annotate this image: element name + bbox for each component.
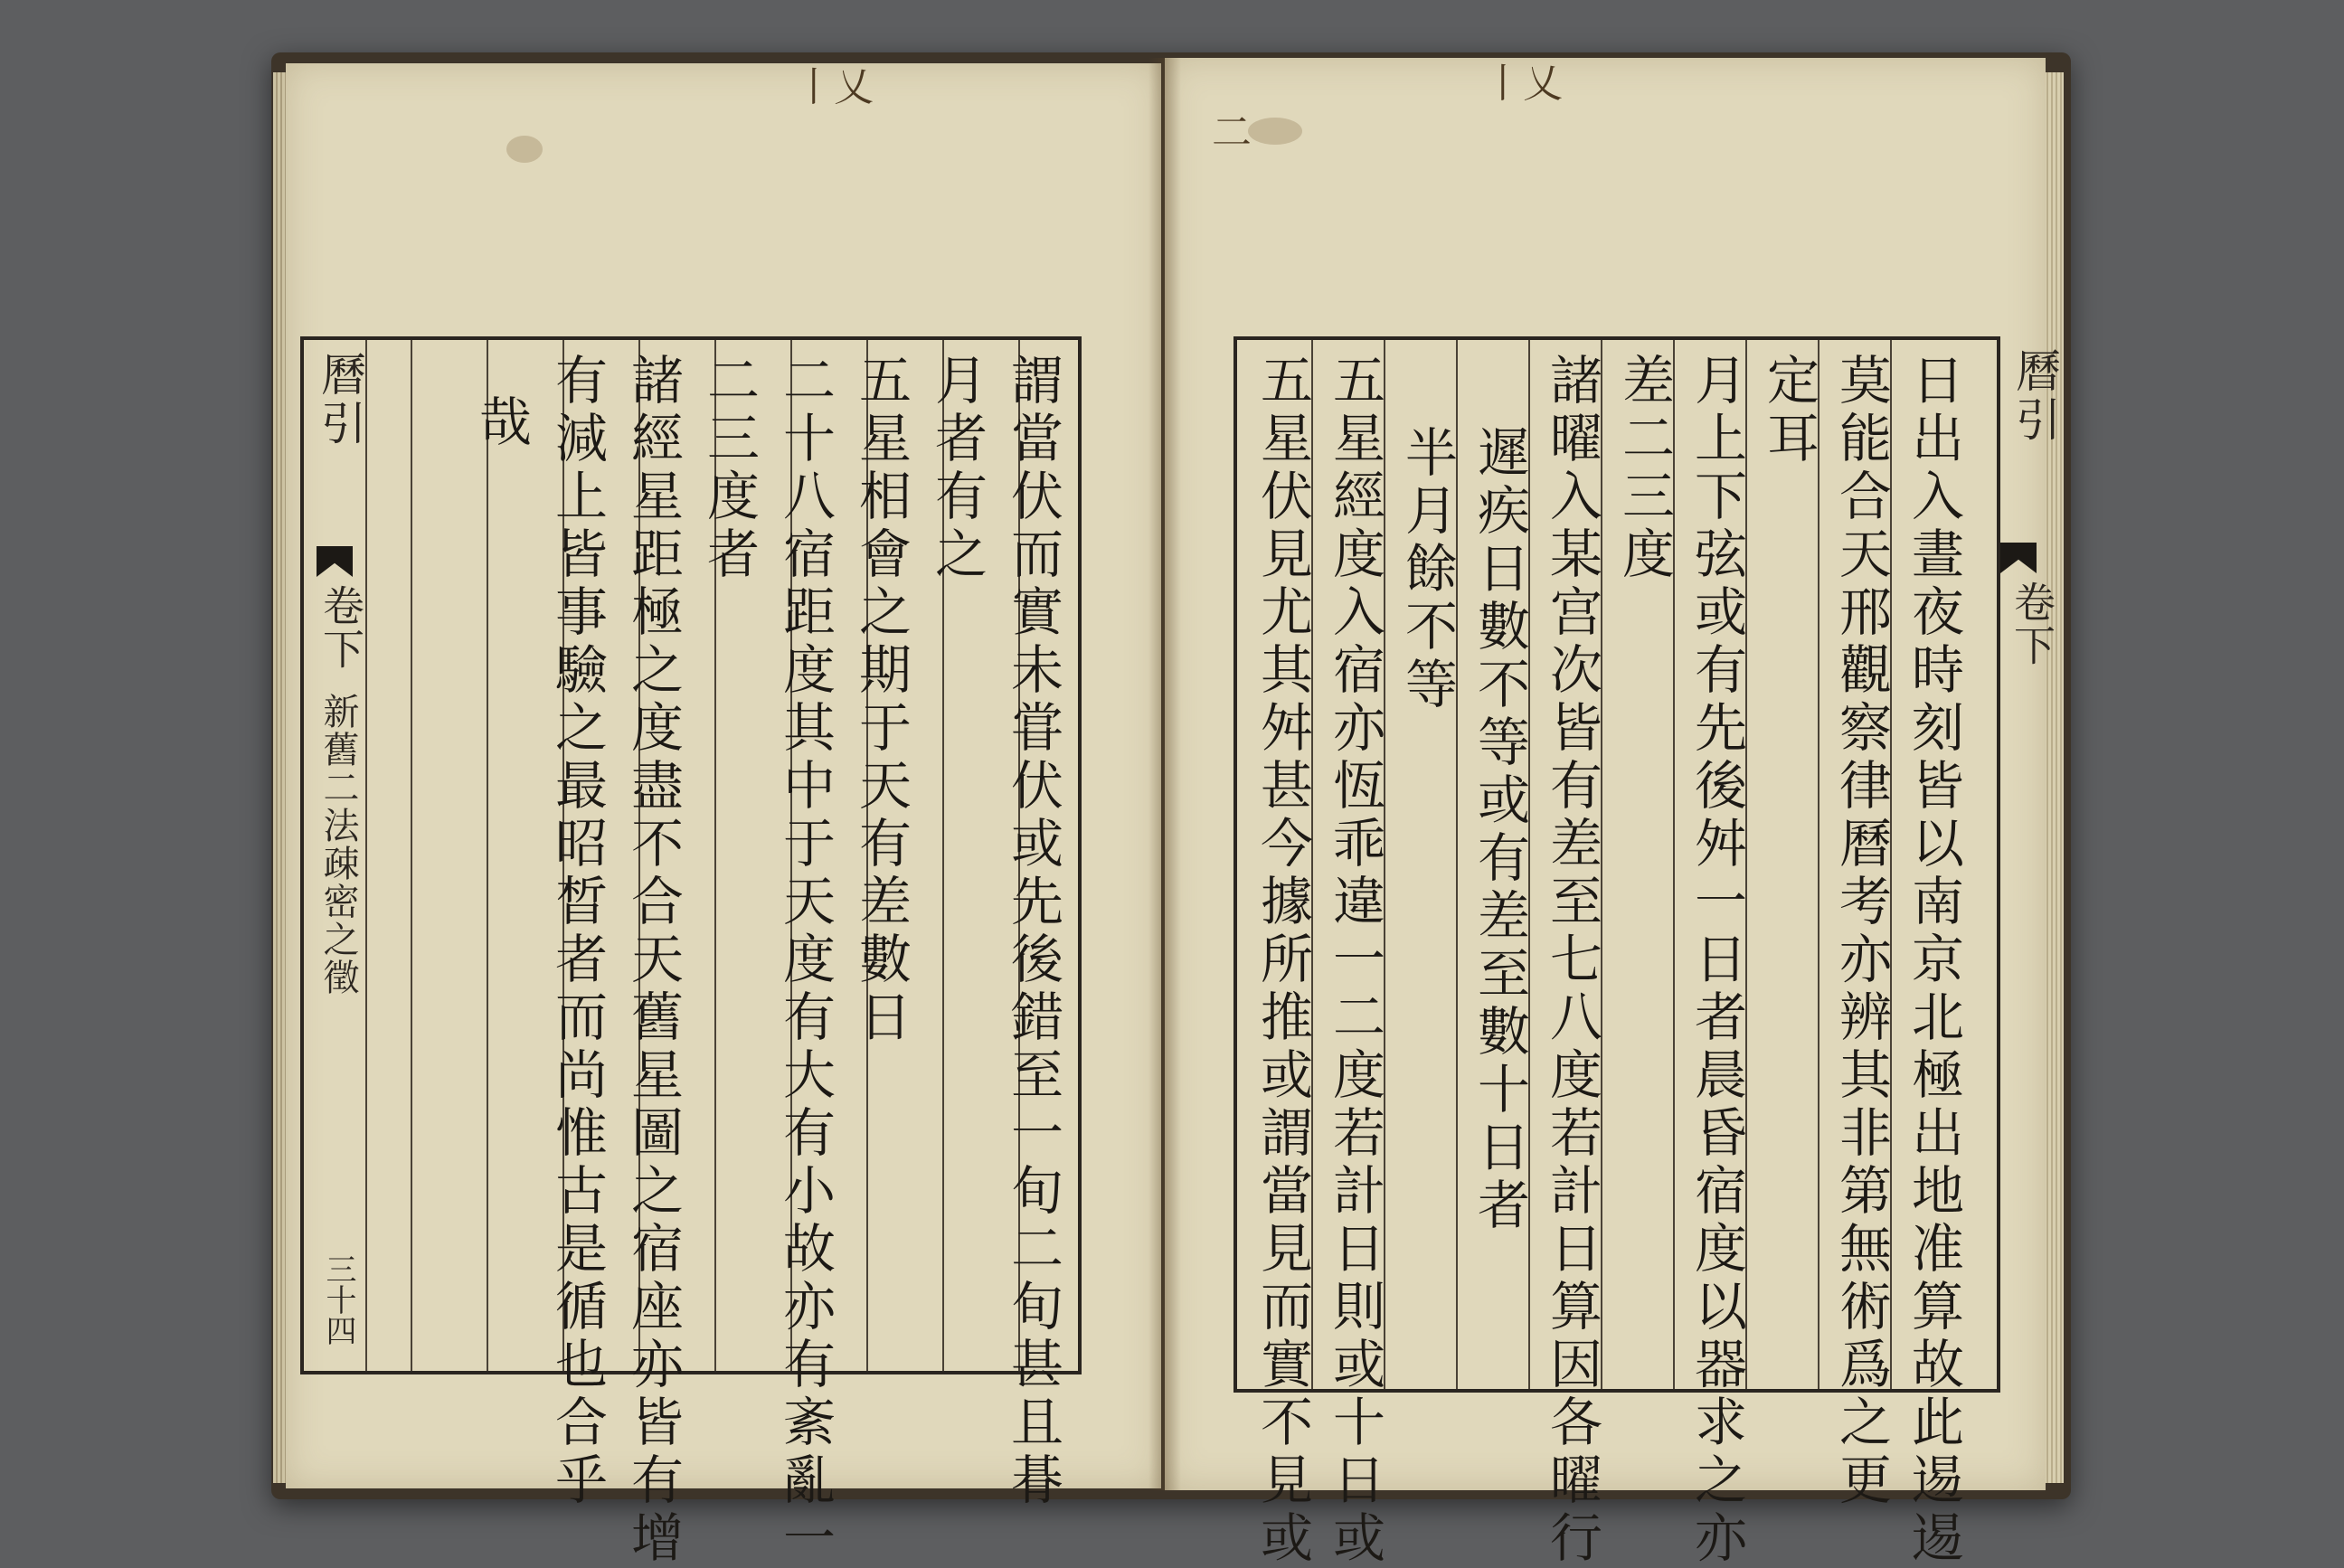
left-text-frame (300, 336, 1082, 1568)
text-column-8: 半月餘不等 (1396, 425, 1458, 714)
text-column-5: 二三度者 (698, 353, 760, 584)
text-column-8: 哉 (470, 394, 532, 452)
column-rule (411, 340, 412, 1371)
block-section: 新舊二法疎密之徵 (317, 693, 359, 997)
block-juan: 卷下 (317, 584, 365, 671)
text-column-3: 定耳 (1758, 353, 1819, 468)
text-column-7: 有減上皆事驗之最昭晳者而尚惟古是循也合乎 (546, 353, 608, 1510)
book-gutter (1148, 58, 1181, 1490)
text-column-5: 差二三度 (1613, 353, 1675, 584)
ink-mark-top-right: 丨乂 (1483, 61, 1563, 107)
paper-stain (506, 136, 543, 163)
column-rule (487, 340, 488, 1371)
paper-stain (1248, 118, 1302, 145)
text-column-9: 五星經度入宿亦恆乖違一二度若計日則或十日或 (1324, 353, 1385, 1568)
block-juan: 卷下 (2008, 581, 2056, 667)
text-column-7: 遲疾日數不等或有差至數十日者 (1469, 425, 1530, 1235)
column-rule (1818, 340, 1819, 1389)
block-title: 曆引 (314, 351, 366, 449)
right-block-edge (1997, 336, 2061, 1385)
text-column-1: 日出入晝夜時刻皆以南京北極出地准算故此逷逷 (1903, 353, 1964, 1568)
text-column-6: 諸曜入某宫次皆有差至七八度若計日算因各曜行 (1541, 353, 1602, 1568)
text-column-2: 莫能合天邢觀察律曆考亦辨其非第無術爲之更 (1830, 353, 1892, 1510)
text-column-10: 五星伏見尤其舛甚今據所推或謂當見而實不見或 (1252, 353, 1313, 1568)
column-rule (365, 340, 367, 1371)
fish-tail-mark-icon (2000, 543, 2037, 573)
text-column-6: 諸經星距極之度盡不合天舊星圖之宿座亦皆有增 (622, 353, 684, 1568)
ink-mark-top-left: 丨乂 (794, 64, 874, 110)
ink-mark-top-right-b: 二 (1212, 109, 1252, 156)
text-column-4: 二十八宿距度其中于天度有大有小故亦有紊亂一 (774, 353, 836, 1568)
block-page-number: 三十四 (320, 1253, 356, 1346)
text-column-2: 月者有之 (926, 353, 988, 584)
block-title: 曆引 (2008, 347, 2061, 445)
text-column-1: 謂當伏而實未甞伏或先後錯至一旬二旬甚且朞 (1002, 353, 1063, 1510)
text-column-3: 五星相會之期于天有差數日 (850, 353, 912, 1047)
right-text-frame (1233, 336, 2000, 1568)
text-column-4: 月上下弦或有先後舛一日者晨昏宿度以器求之亦 (1686, 353, 1747, 1568)
fish-tail-mark-icon (317, 546, 353, 577)
